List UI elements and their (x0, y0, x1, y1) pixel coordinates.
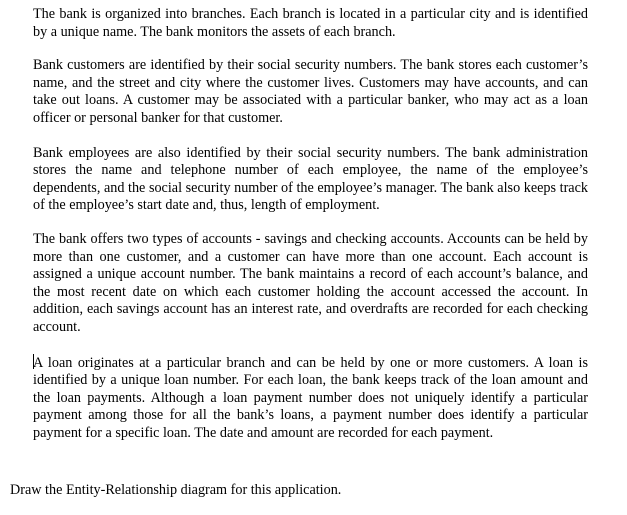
paragraph-loans-text: A loan originates at a particular branch and can be held by one or more customers. A loan is identified by a unique loan number. For each loan, the bank keeps track of the loan amount and the loan payments. Although a loan payment number does not uniquely identify a particular payment among those for all the bank’s loans, a payment number does identify a particular payment for a specific loan. The date and amount are recorded for each payment. (33, 354, 588, 441)
document-body (33, 6, 588, 458)
paragraph-customers: Bank customers are identified by their social security numbers. The bank stores each customer’s name, and the street and city where the customer lives. Customers may have accounts, and can take out loans. A customer may be associated with a particular banker, who may act as a loan officer or personal banker for that customer. (33, 57, 588, 126)
paragraph-employees: Bank employees are also identified by their social security numbers. The bank administration stores the name and telephone number of each employee, the name of the employee’s dependents, and the social security number of the employee’s manager. The bank also keeps track of the employee’s start date and, thus, length of employment. (33, 144, 588, 214)
paragraph-branches: The bank is organized into branches. Each branch is located in a particular city and is identified by a unique name. The bank monitors the assets of each branch. (33, 6, 588, 40)
paragraph-accounts: The bank offers two types of accounts - savings and checking accounts. Accounts can be held by more than one customer, and a customer can have more than one account. Each account is assigned a unique account number. The bank maintains a record of each account’s balance, and the most recent date on which each customer holding the account accessed the account. In addition, each savings account has an interest rate, and overdrafts are recorded for each checking account. (33, 230, 588, 335)
instruction-text: Draw the Entity-Relationship diagram for this application. (10, 482, 342, 498)
paragraph-loans[interactable] (33, 354, 588, 443)
